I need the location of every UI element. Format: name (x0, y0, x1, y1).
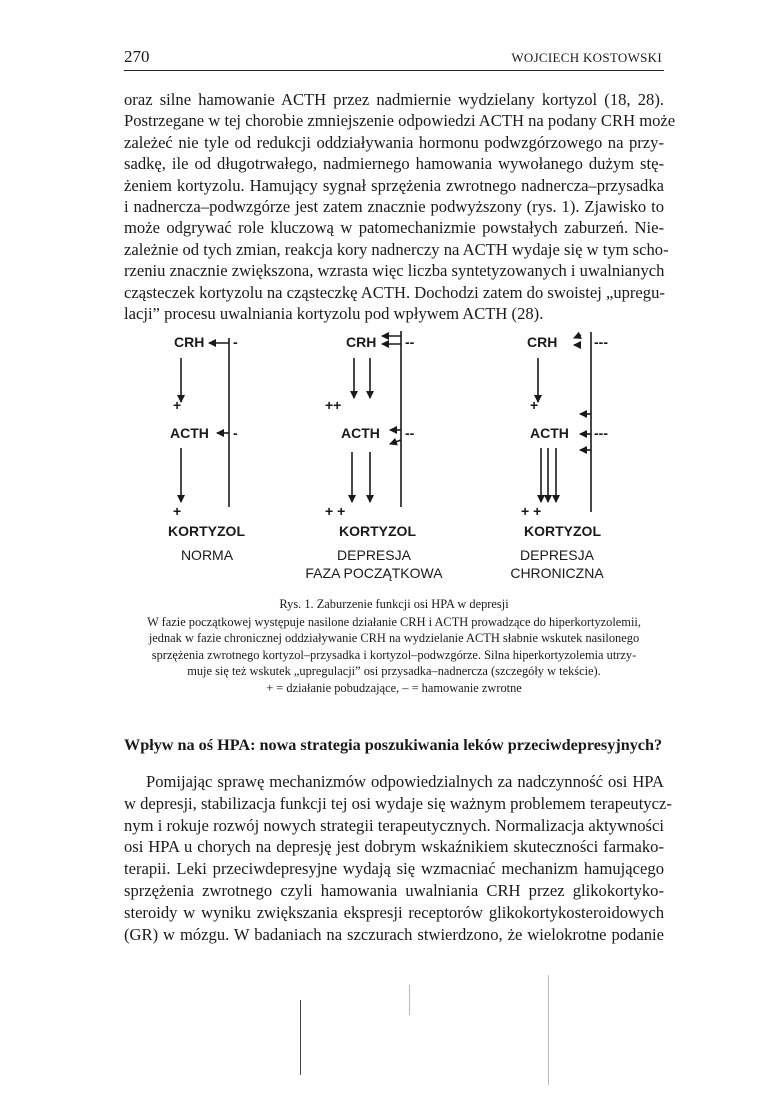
acth-label: ACTH (341, 425, 380, 441)
paragraph-line: w depresji, stabilizacja funkcji tej osi wydaje się ważnym problemem terapeutycz- (124, 793, 672, 813)
crh-label: CRH (174, 334, 205, 350)
stimulation-sign: + + (521, 503, 542, 519)
header-rule (124, 70, 664, 71)
paragraph-line: rzeniu znacznie zwiększona, wzrasta więc liczba syntetyzowanych i uwalnianych (124, 261, 665, 281)
paragraph-1 (124, 89, 676, 324)
paragraph-line: zależnie od tych zmian, reakcja kory nadnerczy na ACTH wydaje się w tym scho- (124, 239, 669, 259)
page-number: 270 (124, 47, 150, 66)
paragraph-line: steroidy w wyniku zwiększania ekspresji receptorów glikokortykosteroidowych (124, 902, 664, 922)
paragraph-line: (GR) w mózgu. W badaniach na szczurach stwierdzono, że wielokrotne podanie (124, 924, 664, 944)
paragraph-line: lacji” procesu uwalniania kortyzolu pod wpływem ACTH (28). (124, 304, 544, 324)
hpa-axis-figure (160, 322, 630, 584)
crh-label: CRH (346, 334, 377, 350)
paragraph-line: terapii. Leki przeciwdepresyjne wydają się wzmacniać mechanizm hamującego (124, 859, 664, 879)
feedback-sign: - (233, 425, 238, 441)
paragraph-line: nym i rokuje rozwój nowych strategii terapeutycznych. Normalizacja aktywności (124, 815, 664, 835)
paragraph-line: Postrzegane w tej chorobie zmniejszenie odpowiedzi ACTH na podany CRH może (124, 111, 676, 131)
panel-depresja-poczatkowa (305, 331, 443, 581)
paragraph-line: żeniem kortyzolu. Hamujący sygnał sprzężenia zwrotnego nadnercza–przysadka (124, 175, 664, 195)
paragraph-line: zależeć nie tyle od redukcji oddziaływania hormonu podwzgórzowego na przy- (124, 132, 664, 152)
acth-label: ACTH (170, 425, 209, 441)
kortyzol-label: KORTYZOL (168, 523, 245, 539)
figure-caption (124, 614, 664, 696)
stimulation-sign: + (173, 503, 182, 519)
crh-label: CRH (527, 334, 558, 350)
panel-label: NORMA (180, 547, 234, 563)
caption-line: muje się też wskutek „upregulacji” osi przysadka–nadnercza (szczegóły w tekście). (187, 664, 601, 679)
panel-norma (168, 334, 245, 563)
caption-line: jednak w fazie chronicznej oddziaływanie CRH na wydzielanie ACTH słabnie wskutek nasilonego (148, 631, 640, 646)
caption-line: sprzężenia zwrotnego kortyzol–przysadka i kortyzol–podwzgórze. Silna hiperkortyzolemia utrzy- (151, 647, 637, 662)
running-head: WOJCIECH KOSTOWSKI (511, 50, 662, 65)
caption-line: W fazie początkowej występuje nasilone działanie CRH i ACTH prowadzące do hiperkortyzolemii, (147, 615, 641, 629)
paragraph-line: osi HPA u chorych na depresję jest dobrym wskaźnikiem skuteczności farmako- (124, 837, 664, 857)
kortyzol-label: KORTYZOL (524, 523, 601, 539)
section-heading: Wpływ na oś HPA: nowa strategia poszukiwania leków przeciwdepresyjnych? (124, 736, 663, 754)
feedback-arrow (390, 440, 401, 444)
panel-label: DEPRESJA (520, 547, 594, 563)
panel-depresja-chroniczna (510, 332, 608, 581)
feedback-sign: --- (594, 334, 608, 350)
feedback-sign: -- (405, 334, 415, 350)
feedback-sign: -- (405, 425, 415, 441)
paragraph-line: cząsteczek kortyzolu na cząsteczkę ACTH. Dochodzi zatem do swoistej „upregu- (124, 282, 665, 302)
stimulation-sign: + + (325, 503, 346, 519)
panel-label: CHRONICZNA (510, 565, 604, 581)
stimulation-sign: ++ (325, 397, 342, 413)
scan-artifact-line (409, 985, 410, 1015)
scan-artifact-line (300, 1000, 301, 1075)
paragraph-2 (124, 771, 672, 945)
kortyzol-label: KORTYZOL (339, 523, 416, 539)
panel-label: DEPRESJA (337, 547, 411, 563)
stimulation-sign: + (530, 397, 539, 413)
paragraph-line: sprzężenia zwrotnego czyli hamowania uwalniania CRH przez glikokortyko- (124, 880, 664, 900)
scan-artifact-line (548, 975, 549, 1085)
stimulation-sign: + (173, 397, 182, 413)
paragraph-line: może odgrywać role kluczową w patomechanizmie powstałych zaburzeń. Nie- (124, 218, 664, 238)
panel-label: FAZA POCZĄTKOWA (305, 565, 443, 581)
figure-caption-title: Rys. 1. Zaburzenie funkcji osi HPA w depresji (279, 597, 509, 611)
paragraph-line: Pomijając sprawę mechanizmów odpowiedzialnych za nadczynność osi HPA (146, 772, 664, 791)
feedback-sign: --- (594, 425, 608, 441)
feedback-sign: - (233, 334, 238, 350)
paragraph-line: oraz silne hamowanie ACTH przez nadmiernie wydzielany kortyzol (18, 28). (124, 90, 664, 109)
feedback-arrow (574, 335, 581, 338)
paragraph-line: i nadnercza–podwzgórze jest zatem znacznie podwyższony (rys. 1). Zjawisko to (124, 197, 664, 217)
caption-line: + = działanie pobudzające, – = hamowanie zwrotne (266, 680, 522, 695)
acth-label: ACTH (530, 425, 569, 441)
paragraph-line: sadkę, ile od długotrwałego, nadmiernego hamowania wywołanego dużym stę- (124, 154, 664, 174)
